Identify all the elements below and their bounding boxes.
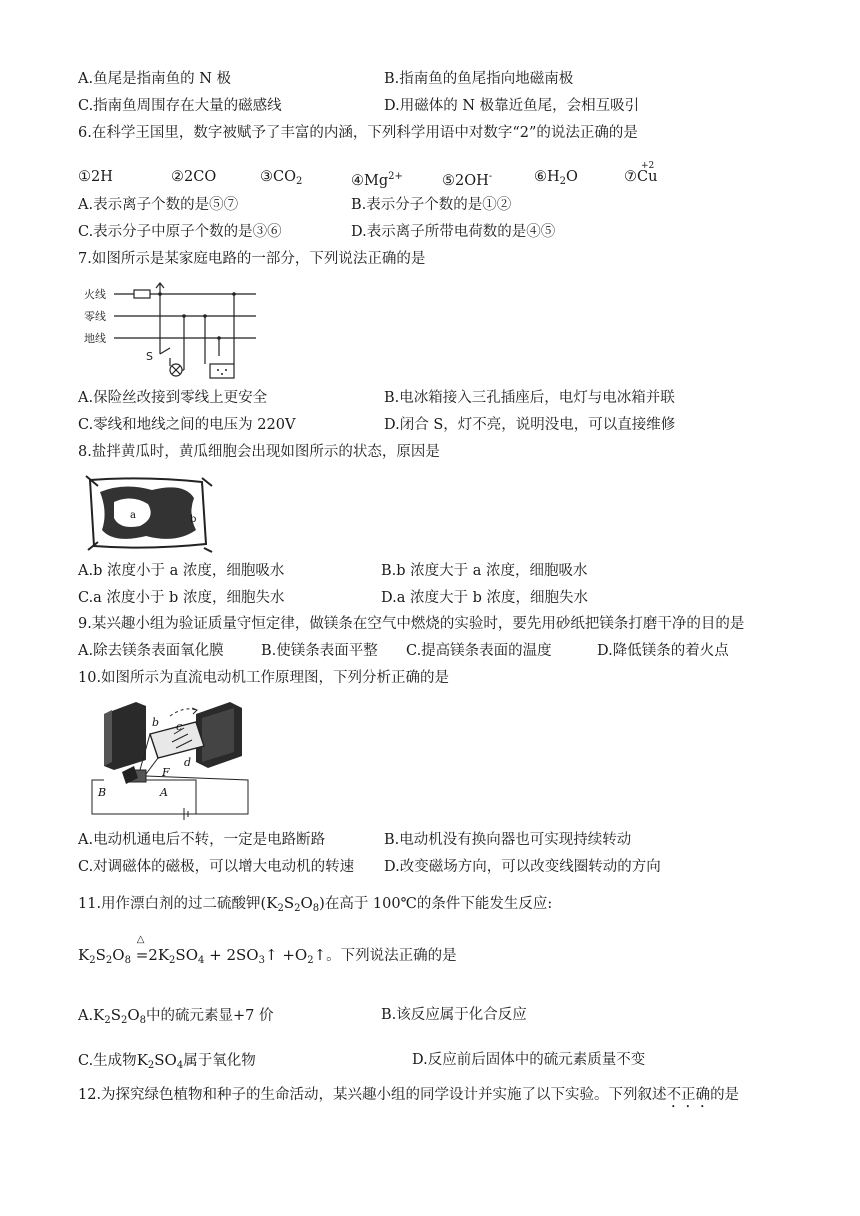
cell-label-b: b — [190, 514, 197, 525]
q8-stem: 8.盐拌黄瓜时，黄瓜细胞会出现如图所示的状态，原因是 — [78, 444, 440, 460]
q6-item-4: $④Mg^{2+}$ — [351, 171, 403, 189]
q8-option-c: C.a 浓度小于 b 浓度，细胞失水 — [78, 590, 285, 606]
q5-option-a: A.鱼尾是指南鱼的 N 极 — [78, 71, 231, 87]
neutral-wire-label: 零线 — [84, 310, 106, 323]
q6-item-3: $③CO_2$ — [260, 169, 303, 187]
q8-option-d: D.a 浓度大于 b 浓度，细胞失水 — [381, 590, 588, 606]
brush-label-b: B — [98, 786, 107, 799]
q7-option-b: B.电冰箱接入三孔插座后，电灯与电冰箱并联 — [384, 390, 675, 406]
q10-option-c: C.对调磁体的磁极，可以增大电动机的转速 — [78, 859, 355, 875]
q10-option-a: A.电动机通电后不转，一定是电路断路 — [78, 832, 326, 848]
q6-stem: 6.在科学王国里，数字被赋予了丰富的内涵，下列科学用语中对数字“2”的说法正确的是 — [78, 125, 638, 141]
q7-option-a: A.保险丝改接到零线上更安全 — [78, 390, 268, 406]
q7-option-c: C.零线和地线之间的电压为 220V — [78, 417, 296, 433]
live-wire-label: 火线 — [84, 288, 106, 301]
q5-option-c: C.指南鱼周围存在大量的磁感线 — [78, 98, 282, 114]
q6-item-5: ⑤2OH- — [442, 171, 493, 189]
q7-stem: 7.如图所示是某家庭电路的一部分，下列说法正确的是 — [78, 251, 426, 267]
q6-item-1: ①2H — [78, 169, 113, 185]
coil-label-d: d — [184, 756, 192, 769]
q9-option-a: A.除去镁条表面氧化膜 — [78, 643, 224, 659]
q6-option-c: C.表示分子中原子个数的是③⑥ — [78, 224, 282, 240]
q7-option-d: D.闭合 S，灯不亮，说明没电，可以直接维修 — [384, 417, 676, 433]
q6-option-b: B.表示分子个数的是①② — [351, 197, 512, 213]
dc-motor-figure — [84, 696, 254, 822]
ground-wire-label: 地线 — [84, 332, 106, 345]
q5-option-b: B.指南鱼的鱼尾指向地磁南极 — [384, 71, 574, 87]
coil-label-c: c — [176, 720, 183, 733]
q8-option-b: B.b 浓度大于 a 浓度，细胞吸水 — [381, 563, 588, 579]
q6-option-a: A.表示离子个数的是⑤⑦ — [78, 197, 239, 213]
q11-option-a: $A.K_2S_2O_8$中的硫元素显+7 价 — [78, 1006, 274, 1026]
brush-label-f: F — [162, 766, 170, 779]
q11-option-c: C.生成物$K_2SO_4$属于氧化物 — [78, 1051, 256, 1071]
q6-item-2: ②2CO — [171, 169, 217, 185]
q9-option-d: D.降低镁条的着火点 — [597, 643, 729, 659]
cu-valence: +2 — [641, 161, 655, 171]
q9-option-c: C.提高镁条表面的温度 — [406, 643, 552, 659]
q10-stem: 10.如图所示为直流电动机工作原理图，下列分析正确的是 — [78, 670, 450, 686]
q11-option-b: B.该反应属于化合反应 — [381, 1007, 527, 1023]
q6-option-d: D.表示离子所带电荷数的是④⑤ — [351, 224, 556, 240]
coil-label-b: b — [152, 716, 160, 729]
q11-option-d: D.反应前后固体中的硫元素质量不变 — [412, 1052, 646, 1068]
cell-label-a: a — [130, 510, 136, 521]
q9-stem: 9.某兴趣小组为验证质量守恒定律，做镁条在空气中燃烧的实验时，要先用砂纸把镁条打磨干净的目的是 — [78, 616, 745, 632]
q10-option-d: D.改变磁场方向，可以改变线圈转动的方向 — [384, 859, 661, 875]
q11-equation: $K_2S_2O_8$ △ $=2K_2SO_4$ + $2SO_3↑$ $+O_2↑$。下列说法正确的是 — [78, 934, 457, 966]
q11-stem: 11.用作漂白剂的过二硫酸钾$(K_2S_2O_8)$在高于 100℃的条件下能发生反应: — [78, 894, 553, 914]
brush-label-a: A — [160, 786, 168, 799]
q5-option-d: D.用磁体的 N 极靠近鱼尾，会相互吸引 — [384, 98, 640, 114]
q9-option-b: B.使镁条表面平整 — [261, 643, 378, 659]
switch-label: S — [146, 350, 153, 363]
q10-option-b: B.电动机没有换向器也可实现持续转动 — [384, 832, 632, 848]
q8-option-a: A.b 浓度小于 a 浓度，细胞吸水 — [78, 563, 285, 579]
cucumber-cell-figure — [84, 474, 214, 554]
q6-item-7: ⑦ +2 Cu — [624, 167, 657, 187]
q12-stem: 12.为探究绿色植物和种子的生命活动，某兴趣小组的同学设计并实施了以下实验。下列叙述不正确的是 — [78, 1087, 740, 1103]
q6-item-6: $⑥H_2O$ — [534, 169, 578, 187]
household-circuit-figure — [84, 280, 284, 382]
